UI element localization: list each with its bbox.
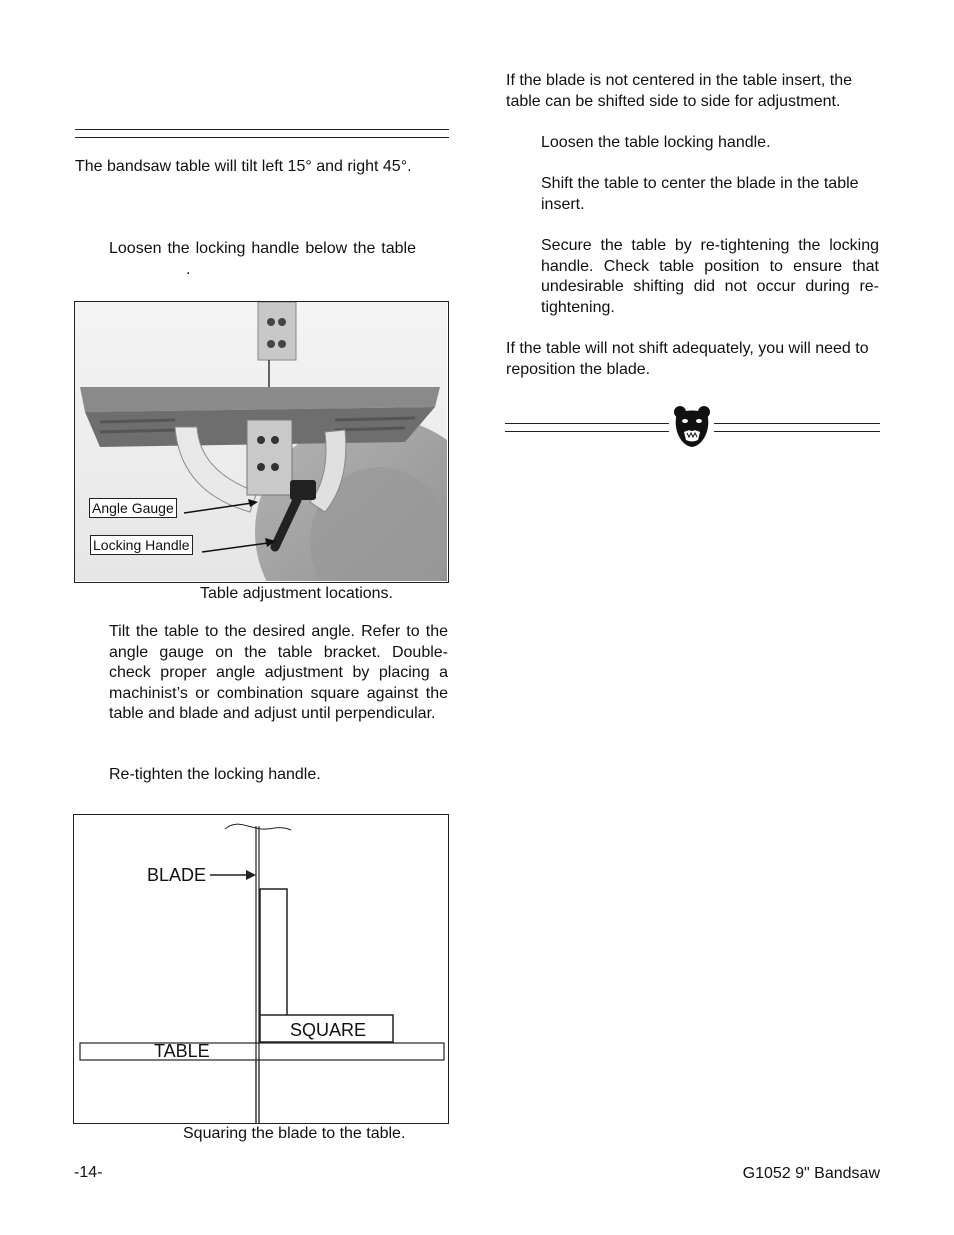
section-rule-bottom xyxy=(75,137,449,138)
figure2-caption: Squaring the blade to the table. xyxy=(183,1125,406,1142)
label-table: TABLE xyxy=(154,1041,210,1061)
step3-text: Re-tighten the locking handle. xyxy=(109,766,321,783)
callout-arrow-angle-gauge xyxy=(180,495,260,520)
callout-arrow-locking-handle xyxy=(198,535,278,560)
end-rule-right-bottom xyxy=(714,431,880,432)
figure1-caption: Table adjustment locations. xyxy=(200,585,393,602)
callout-locking-handle: Locking Handle xyxy=(90,535,193,555)
step1-text: Loosen the locking handle below the table xyxy=(109,240,416,257)
section-rule-top xyxy=(75,129,449,130)
right-step2-text: Shift the table to center the blade in the table insert. xyxy=(541,175,859,213)
label-blade: BLADE xyxy=(147,865,207,885)
squaring-diagram-drawing xyxy=(73,814,449,1124)
callout-angle-gauge: Angle Gauge xyxy=(89,498,177,518)
end-rule-left-top xyxy=(505,423,669,424)
intro-text: The bandsaw table will tilt left 15° and right 45°. xyxy=(75,158,412,175)
bear-head-icon xyxy=(672,404,712,448)
right-step3-text: Secure the table by re-tightening the locking handle. Check table position to ensure that undesirable shifting did not occur during re-tightening. xyxy=(541,237,879,316)
step1-text-end: . xyxy=(186,261,191,278)
end-rule-left-bottom xyxy=(505,431,669,432)
footer-model: G1052 9" Bandsaw xyxy=(742,1165,880,1182)
end-rule-right-top xyxy=(714,423,880,424)
right-step1-text: Loosen the table locking handle. xyxy=(541,134,771,151)
step2-text: Tilt the table to the desired angle. Refer to the angle gauge on the table bracket. Double-check proper angle adjustment by placing a machinist’s or combination square against the table and blade and adjust until perpendicular. xyxy=(109,623,448,722)
right-note-text: If the table will not shift adequately, you will need to reposition the blade. xyxy=(506,340,869,378)
right-intro-text: If the blade is not centered in the table insert, the table can be shifted side to side for adjustment. xyxy=(506,72,852,110)
label-square: SQUARE xyxy=(290,1020,367,1040)
page-number: -14- xyxy=(74,1164,103,1181)
